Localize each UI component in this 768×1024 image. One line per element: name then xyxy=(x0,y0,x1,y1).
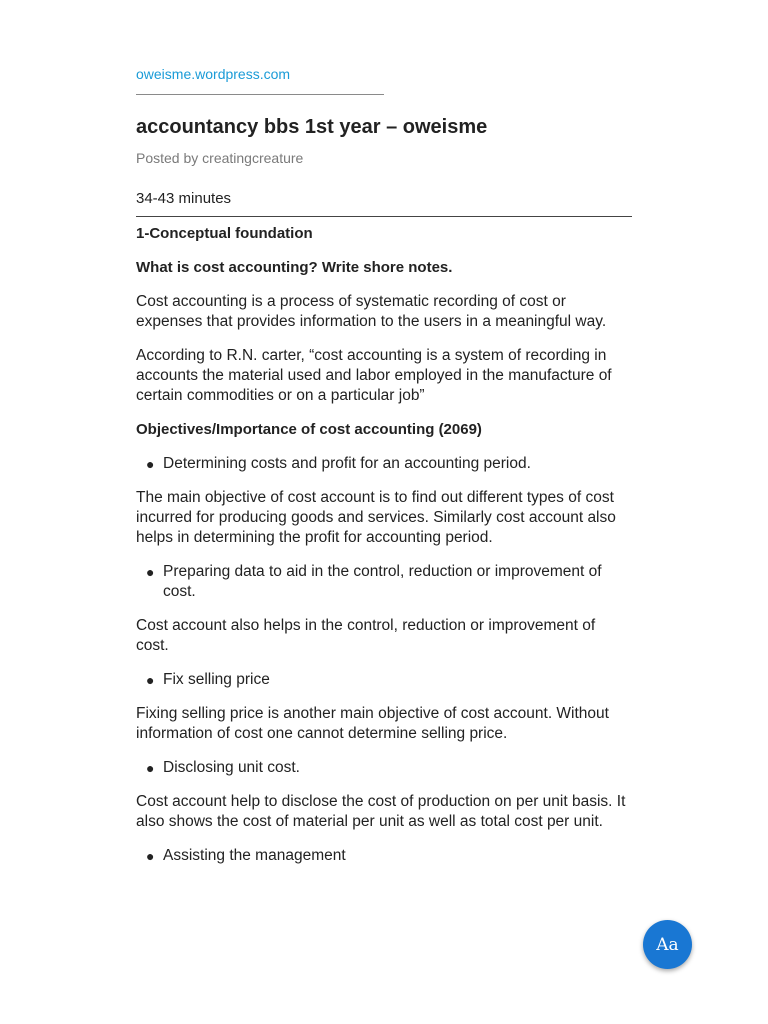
reading-time: 34-43 minutes xyxy=(136,190,232,207)
list-item-text: Preparing data to aid in the control, reduction or improvement of cost. xyxy=(163,563,602,600)
bullet-icon: ● xyxy=(146,848,155,864)
byline: Posted by creatingcreature xyxy=(136,150,304,166)
quote-paragraph: According to R.N. carter, “cost accounting is a system of recording in accounts the material used and labor employed in the manufacture of certain commodities or on a particular job” xyxy=(136,347,612,404)
list-item-text: Determining costs and profit for an accounting period. xyxy=(163,455,531,472)
bullet-icon: ● xyxy=(146,564,155,580)
bullet-icon: ● xyxy=(146,456,155,472)
explanation-paragraph: Fixing selling price is another main objective of cost account. Without information of cost one cannot determine selling price. xyxy=(136,705,609,742)
bullet-icon: ● xyxy=(146,760,155,776)
list-item-text: Disclosing unit cost. xyxy=(163,759,300,776)
list-item-text: Fix selling price xyxy=(163,671,270,688)
objective-list-1 xyxy=(136,454,632,474)
objective-list-3 xyxy=(136,670,632,690)
reader-settings-button[interactable] xyxy=(643,920,692,969)
explanation-paragraph: Cost account help to disclose the cost of production on per unit basis. It also shows the cost of material per unit as well as total cost per unit. xyxy=(136,793,626,830)
objective-list-5 xyxy=(136,846,632,866)
explanation-paragraph: The main objective of cost account is to find out different types of cost incurred for producing goods and services. Similarly cost account also helps in determining the profit for accounting period. xyxy=(136,489,616,546)
objective-list-2 xyxy=(136,562,632,602)
list-item xyxy=(146,454,632,474)
objectives-heading: Objectives/Importance of cost accounting (2069) xyxy=(136,421,482,438)
question-heading: What is cost accounting? Write shore notes. xyxy=(136,259,453,276)
section-heading: 1-Conceptual foundation xyxy=(136,225,313,242)
list-item-text: Assisting the management xyxy=(163,847,346,864)
site-link[interactable]: oweisme.wordpress.com xyxy=(136,66,291,82)
list-item xyxy=(146,670,632,690)
bullet-icon: ● xyxy=(146,672,155,688)
list-item xyxy=(146,846,632,866)
site-divider xyxy=(136,94,384,95)
list-item xyxy=(146,758,632,778)
list-item xyxy=(146,562,632,602)
font-size-icon: Aa xyxy=(656,934,679,955)
meta-divider xyxy=(136,216,632,217)
article-title: accountancy bbs 1st year – oweisme xyxy=(136,116,488,138)
definition-paragraph: Cost accounting is a process of systematic recording of cost or expenses that provides information to the users in a meaningful way. xyxy=(136,293,607,330)
article-body xyxy=(136,224,632,880)
objective-list-4 xyxy=(136,758,632,778)
explanation-paragraph: Cost account also helps in the control, reduction or improvement of cost. xyxy=(136,617,596,654)
